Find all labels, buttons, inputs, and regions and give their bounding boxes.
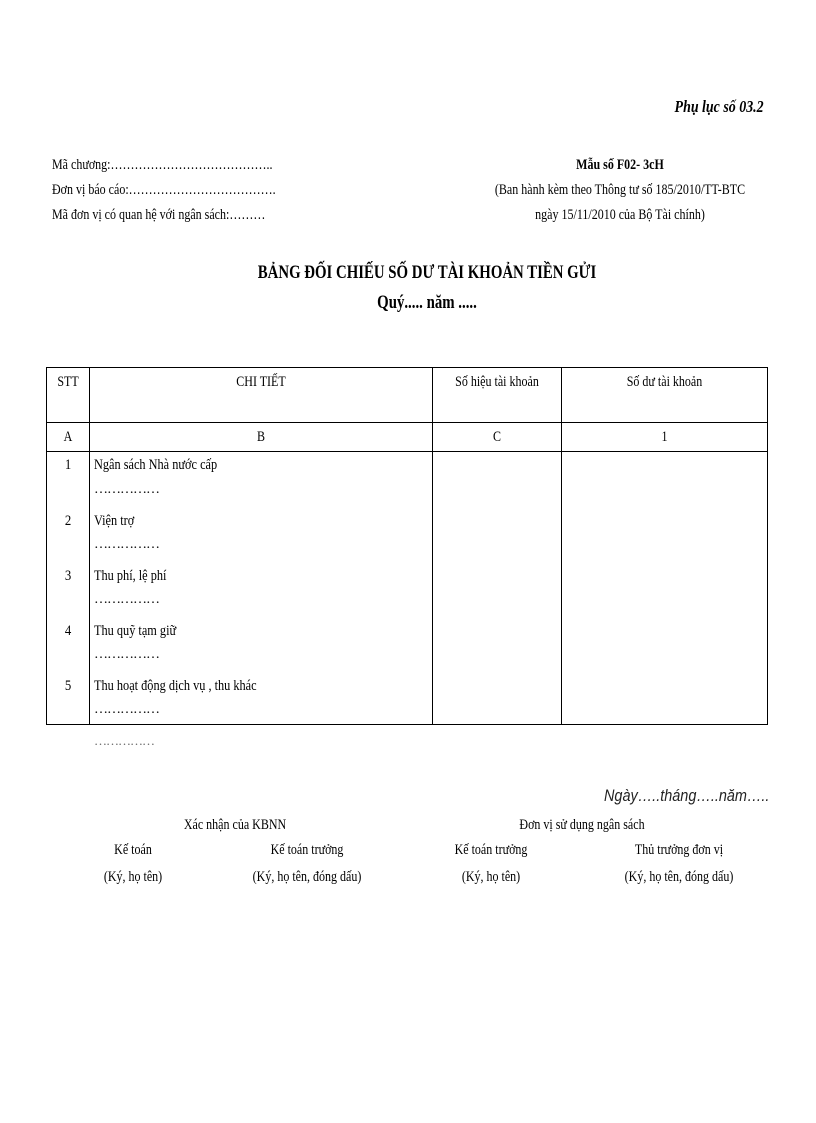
header-detail: CHI TIẾT — [90, 368, 433, 423]
trailing-dots-line: …………… — [94, 733, 154, 748]
column-code-row — [47, 423, 768, 452]
balance-table — [46, 367, 768, 725]
date-line: Ngày…..tháng…..năm….. — [604, 786, 770, 805]
reporting-unit-line: Đơn vị báo cáo:………………………………. — [52, 182, 276, 198]
account-number-column — [433, 452, 562, 725]
detail-item: Thu phí, lệ phí — [94, 568, 167, 584]
row-number: 3 — [64, 568, 72, 584]
signer-note: (Ký, họ tên, đóng dấu) — [252, 869, 362, 885]
header-account-balance: Số dư tài khoản — [562, 368, 768, 423]
detail-dots: …………… — [94, 647, 159, 662]
signer-role: Kế toán trưởng — [270, 842, 344, 858]
signer-note: (Ký, họ tên) — [461, 869, 521, 885]
detail-column — [90, 452, 433, 725]
row-number: 1 — [64, 457, 72, 473]
issued-date-note: ngày 15/11/2010 của Bộ Tài chính) — [535, 207, 705, 223]
detail-dots: …………… — [94, 592, 159, 607]
code-c: C — [433, 423, 562, 452]
code-a: A — [47, 423, 90, 452]
chapter-code-line: Mã chương:………………………………….. — [52, 157, 273, 173]
signer-role: Kế toán trưởng — [454, 842, 528, 858]
detail-item: Viện trợ — [94, 513, 135, 529]
code-1: 1 — [562, 423, 768, 452]
table-header-row — [47, 368, 768, 423]
detail-dots: …………… — [94, 482, 159, 497]
account-balance-column — [562, 452, 768, 725]
detail-item: Thu hoạt động dịch vụ , thu khác — [94, 678, 257, 694]
budget-code-line: Mã đơn vị có quan hệ với ngân sách:……… — [52, 207, 266, 223]
signer-note: (Ký, họ tên) — [103, 869, 163, 885]
row-number: 2 — [64, 513, 72, 529]
detail-item: Thu quỹ tạm giữ — [94, 623, 177, 639]
signer-role: Thủ trưởng đơn vị — [634, 842, 724, 858]
table-body-row — [47, 452, 768, 725]
stt-column — [47, 452, 90, 725]
header-account-number: Số hiệu tài khoản — [433, 368, 562, 423]
kbnn-confirmation-title: Xác nhận của KBNN — [183, 817, 287, 833]
signer-note: (Ký, họ tên, đóng dấu) — [624, 869, 734, 885]
appendix-label: Phụ lục số 03.2 — [674, 97, 764, 116]
budget-unit-title: Đơn vị sử dụng ngân sách — [519, 817, 645, 833]
row-number: 5 — [64, 678, 72, 694]
detail-dots: …………… — [94, 702, 159, 717]
form-number: Mẫu số F02- 3cH — [576, 157, 664, 173]
document-subtitle: Quý..... năm ..... — [377, 292, 477, 313]
row-number: 4 — [64, 623, 72, 639]
issued-by-note: (Ban hành kèm theo Thông tư số 185/2010/TT-BTC — [494, 182, 746, 198]
detail-dots: …………… — [94, 537, 159, 552]
document-title: BẢNG ĐỐI CHIẾU SỐ DƯ TÀI KHOẢN TIỀN GỬI — [257, 262, 597, 283]
detail-item: Ngân sách Nhà nước cấp — [94, 457, 218, 473]
header-stt: STT — [47, 368, 90, 423]
code-b: B — [90, 423, 433, 452]
signer-role: Kế toán — [114, 842, 152, 858]
